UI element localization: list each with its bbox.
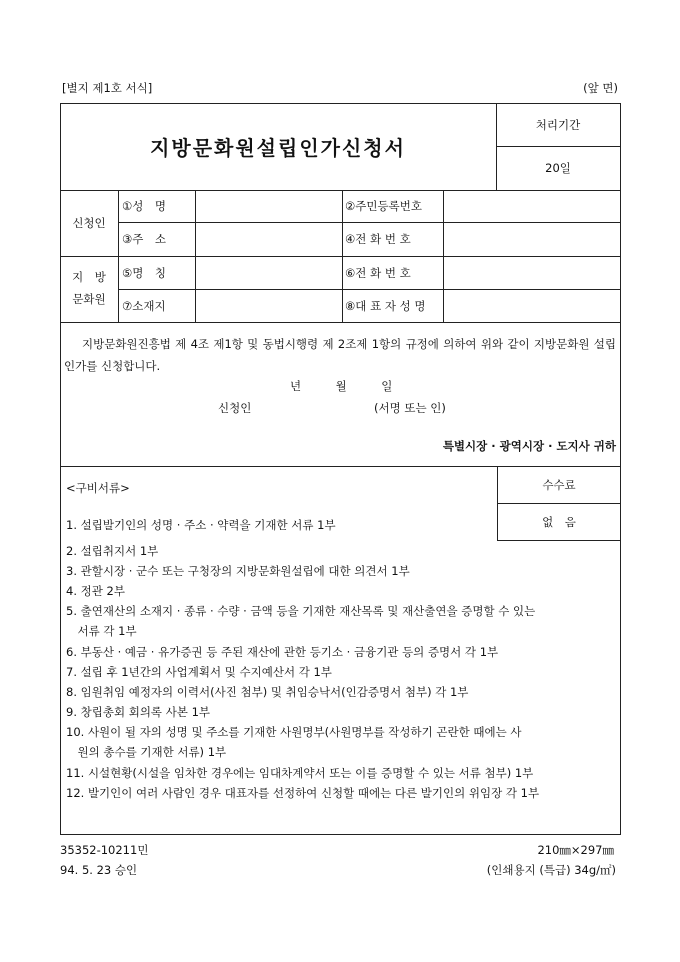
document-item: 4. 정관 2부 xyxy=(66,584,125,598)
name-label: ①성 명 xyxy=(122,199,167,213)
page-side: (앞 면) xyxy=(583,81,618,95)
group-line1: 지 방 xyxy=(72,270,106,284)
address-field[interactable] xyxy=(197,223,341,255)
document-item: 9. 창립총회 회의록 사본 1부 xyxy=(66,705,210,719)
center-name-label: ⑤명 칭 xyxy=(122,265,167,280)
processing-value: 20일 xyxy=(545,161,571,175)
name-field[interactable] xyxy=(197,191,341,221)
document-item: 1. 설립발기인의 성명 · 주소 · 약력을 기재한 서류 1부 xyxy=(66,518,336,532)
fee-label: 수수료 xyxy=(542,477,576,492)
group-line2: 문화원 xyxy=(72,292,106,306)
applicant-group-label: 신청인 xyxy=(72,216,106,230)
document-item: 11. 시설현황(시설을 임차한 경우에는 임대차계약서 또는 이를 증명할 수 있는 서류 첨부) 1부 xyxy=(66,766,534,780)
document-item: 6. 부동산 · 예금 · 유가증권 등 주된 재산에 관한 등기소 · 금융기관 등의 증명서 각 1부 xyxy=(66,645,499,659)
applicant-sign-label: 신청인 xyxy=(218,401,252,415)
document-item: 5. 출연재산의 소재지 · 종류 · 수량 · 금액 등을 기재한 재산목록 및 재산출연을 증명할 수 있는 xyxy=(66,604,536,618)
culture-center-group-label xyxy=(60,266,118,310)
location-label: ⑦소재지 xyxy=(122,298,166,313)
center-phone-field[interactable] xyxy=(445,257,619,288)
form-code: 35352-10211민 xyxy=(60,843,149,857)
form-title: 지방문화원설립인가신청서 xyxy=(150,136,406,160)
address-label: ③주 소 xyxy=(122,232,167,246)
date-line: 년 월 일 xyxy=(290,379,393,393)
document-item: 2. 설립취지서 1부 xyxy=(66,544,159,558)
document-item: 원의 총수를 기재한 서류) 1부 xyxy=(66,745,227,759)
fee-value: 없 음 xyxy=(542,514,576,529)
processing-label: 처리기간 xyxy=(535,117,581,132)
signature-placeholder: (서명 또는 인) xyxy=(374,401,446,415)
recipient: 특별시장 · 광역시장 · 도지사 귀하 xyxy=(442,439,616,453)
document-item: 서류 각 1부 xyxy=(66,624,137,638)
representative-field[interactable] xyxy=(445,290,619,321)
paper-spec: (인쇄용지 (특급) 34g/㎡) xyxy=(486,863,616,877)
document-item: 12. 발기인이 여러 사람인 경우 대표자를 선정하여 신청할 때에는 다른 발기인의 위임장 각 1부 xyxy=(66,786,540,800)
applicant-phone-label: ④전 화 번 호 xyxy=(345,232,411,246)
documents-heading: <구비서류> xyxy=(66,481,130,495)
location-field[interactable] xyxy=(197,290,341,321)
center-phone-label: ⑥전 화 번 호 xyxy=(345,265,411,280)
document-item: 8. 임원취임 예정자의 이력서(사진 첨부) 및 취임승낙서(인감증명서 첨부) 각 1부 xyxy=(66,685,469,699)
document-item: 7. 설립 후 1년간의 사업계획서 및 수지예산서 각 1부 xyxy=(66,665,332,679)
statement-text: 지방문화원진흥법 제 4조 제1항 및 동법시행령 제 2조제 1항의 규정에 의하여 위와 같이 지방문화원 설립인가를 신청합니다. xyxy=(64,337,616,373)
approval-date: 94. 5. 23 승인 xyxy=(60,863,138,877)
paper-size: 210㎜×297㎜ xyxy=(537,843,614,857)
rrn-field[interactable] xyxy=(445,191,619,221)
representative-label: ⑧대 표 자 성 명 xyxy=(345,298,426,313)
center-name-field[interactable] xyxy=(197,257,341,288)
document-item: 10. 사원이 될 자의 성명 및 주소를 기재한 사원명부(사원명부를 작성하기 곤란한 때에는 사 xyxy=(66,725,522,739)
document-item: 3. 관할시장 · 군수 또는 구청장의 지방문화원설립에 대한 의견서 1부 xyxy=(66,564,410,578)
rrn-label: ②주민등록번호 xyxy=(345,199,422,213)
form-number: [별지 제1호 서식] xyxy=(62,81,153,95)
applicant-phone-field[interactable] xyxy=(445,223,619,255)
